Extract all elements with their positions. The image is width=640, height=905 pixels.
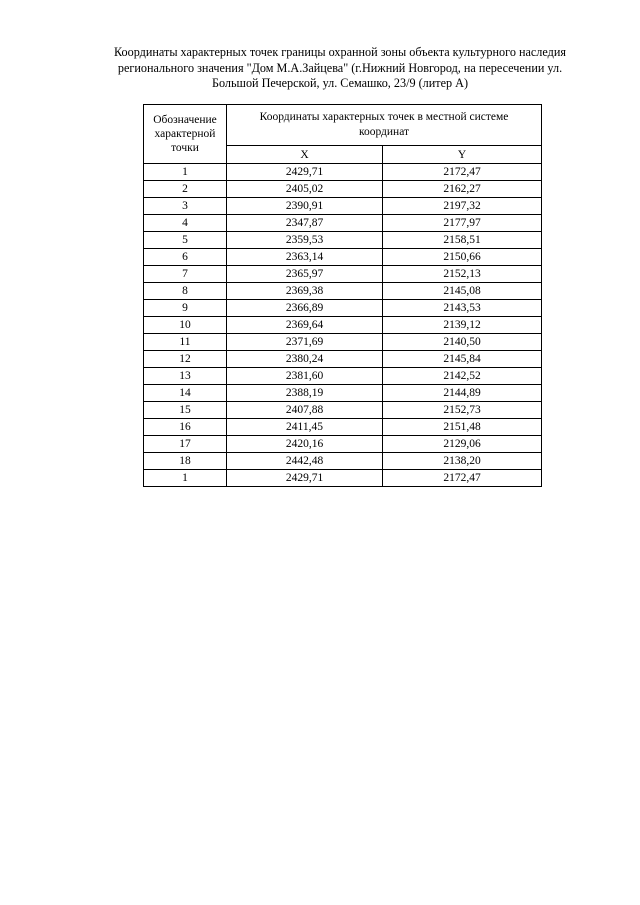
- y-cell: 2162,27: [383, 181, 542, 198]
- coordinates-table: [143, 104, 542, 487]
- point-cell: 5: [144, 232, 227, 249]
- y-cell: 2172,47: [383, 164, 542, 181]
- x-cell: 2429,71: [227, 470, 383, 487]
- table-row: [144, 436, 542, 453]
- y-cell: 2143,53: [383, 300, 542, 317]
- x-cell: 2369,64: [227, 317, 383, 334]
- table-row: [144, 453, 542, 470]
- title-line-1: Координаты характерных точек границы охранной зоны объекта культурного наследия: [114, 45, 566, 59]
- point-cell: 3: [144, 198, 227, 215]
- coords-header-line-1: Координаты характерных точек в местной системе: [259, 111, 509, 124]
- header-row-top: [144, 105, 542, 146]
- x-cell: 2390,91: [227, 198, 383, 215]
- table-row: [144, 317, 542, 334]
- y-cell: 2197,32: [383, 198, 542, 215]
- y-cell: 2152,73: [383, 402, 542, 419]
- x-cell: 2359,53: [227, 232, 383, 249]
- point-cell: 12: [144, 351, 227, 368]
- y-cell: 2144,89: [383, 385, 542, 402]
- x-column-header: X: [227, 146, 383, 164]
- point-cell: 10: [144, 317, 227, 334]
- y-cell: 2129,06: [383, 436, 542, 453]
- table-header: [144, 105, 542, 164]
- table-row: [144, 215, 542, 232]
- table-row: [144, 385, 542, 402]
- point-cell: 4: [144, 215, 227, 232]
- x-cell: 2405,02: [227, 181, 383, 198]
- table-row: [144, 249, 542, 266]
- table-row: [144, 266, 542, 283]
- point-cell: 9: [144, 300, 227, 317]
- table-row: [144, 334, 542, 351]
- x-cell: 2442,48: [227, 453, 383, 470]
- x-cell: 2381,60: [227, 368, 383, 385]
- x-cell: 2388,19: [227, 385, 383, 402]
- title-line-2: регионального значения "Дом М.А.Зайцева" (г.Нижний Новгород, на пересечении ул.: [117, 60, 563, 75]
- table-row: [144, 368, 542, 385]
- x-cell: 2363,14: [227, 249, 383, 266]
- x-cell: 2420,16: [227, 436, 383, 453]
- y-column-header: Y: [383, 146, 542, 164]
- point-cell: 6: [144, 249, 227, 266]
- table-row: [144, 351, 542, 368]
- point-cell: 16: [144, 419, 227, 436]
- x-cell: 2347,87: [227, 215, 383, 232]
- point-cell: 15: [144, 402, 227, 419]
- table-row: [144, 402, 542, 419]
- y-cell: 2142,52: [383, 368, 542, 385]
- y-cell: 2150,66: [383, 249, 542, 266]
- y-cell: 2145,08: [383, 283, 542, 300]
- point-cell: 2: [144, 181, 227, 198]
- table-row: [144, 181, 542, 198]
- point-header-line-3: точки: [171, 142, 199, 154]
- y-cell: 2151,48: [383, 419, 542, 436]
- point-cell: 17: [144, 436, 227, 453]
- x-cell: 2366,89: [227, 300, 383, 317]
- point-cell: 1: [144, 470, 227, 487]
- table-row: [144, 232, 542, 249]
- document-title: [80, 45, 600, 92]
- x-cell: 2380,24: [227, 351, 383, 368]
- coordinates-group-header: [227, 105, 542, 146]
- y-cell: 2152,13: [383, 266, 542, 283]
- title-line-3: Большой Печерской, ул. Семашко, 23/9 (литер А): [211, 76, 469, 90]
- point-cell: 8: [144, 283, 227, 300]
- point-cell: 14: [144, 385, 227, 402]
- point-header-line-2: характерной: [154, 128, 216, 140]
- table-row: [144, 283, 542, 300]
- x-cell: 2429,71: [227, 164, 383, 181]
- y-cell: 2139,12: [383, 317, 542, 334]
- y-cell: 2138,20: [383, 453, 542, 470]
- point-cell: 11: [144, 334, 227, 351]
- coords-header-line-2: координат: [358, 126, 410, 139]
- point-cell: 18: [144, 453, 227, 470]
- point-column-header: [144, 105, 227, 164]
- x-cell: 2369,38: [227, 283, 383, 300]
- table-row: [144, 419, 542, 436]
- point-cell: 7: [144, 266, 227, 283]
- y-cell: 2172,47: [383, 470, 542, 487]
- y-cell: 2140,50: [383, 334, 542, 351]
- x-cell: 2407,88: [227, 402, 383, 419]
- x-cell: 2371,69: [227, 334, 383, 351]
- point-cell: 13: [144, 368, 227, 385]
- y-cell: 2158,51: [383, 232, 542, 249]
- table-row: [144, 470, 542, 487]
- table-body: [144, 164, 542, 487]
- x-cell: 2365,97: [227, 266, 383, 283]
- point-cell: 1: [144, 164, 227, 181]
- table-row: [144, 300, 542, 317]
- y-cell: 2145,84: [383, 351, 542, 368]
- table-row: [144, 164, 542, 181]
- y-cell: 2177,97: [383, 215, 542, 232]
- table-row: [144, 198, 542, 215]
- x-cell: 2411,45: [227, 419, 383, 436]
- point-header-line-1: Обозначение: [153, 114, 217, 126]
